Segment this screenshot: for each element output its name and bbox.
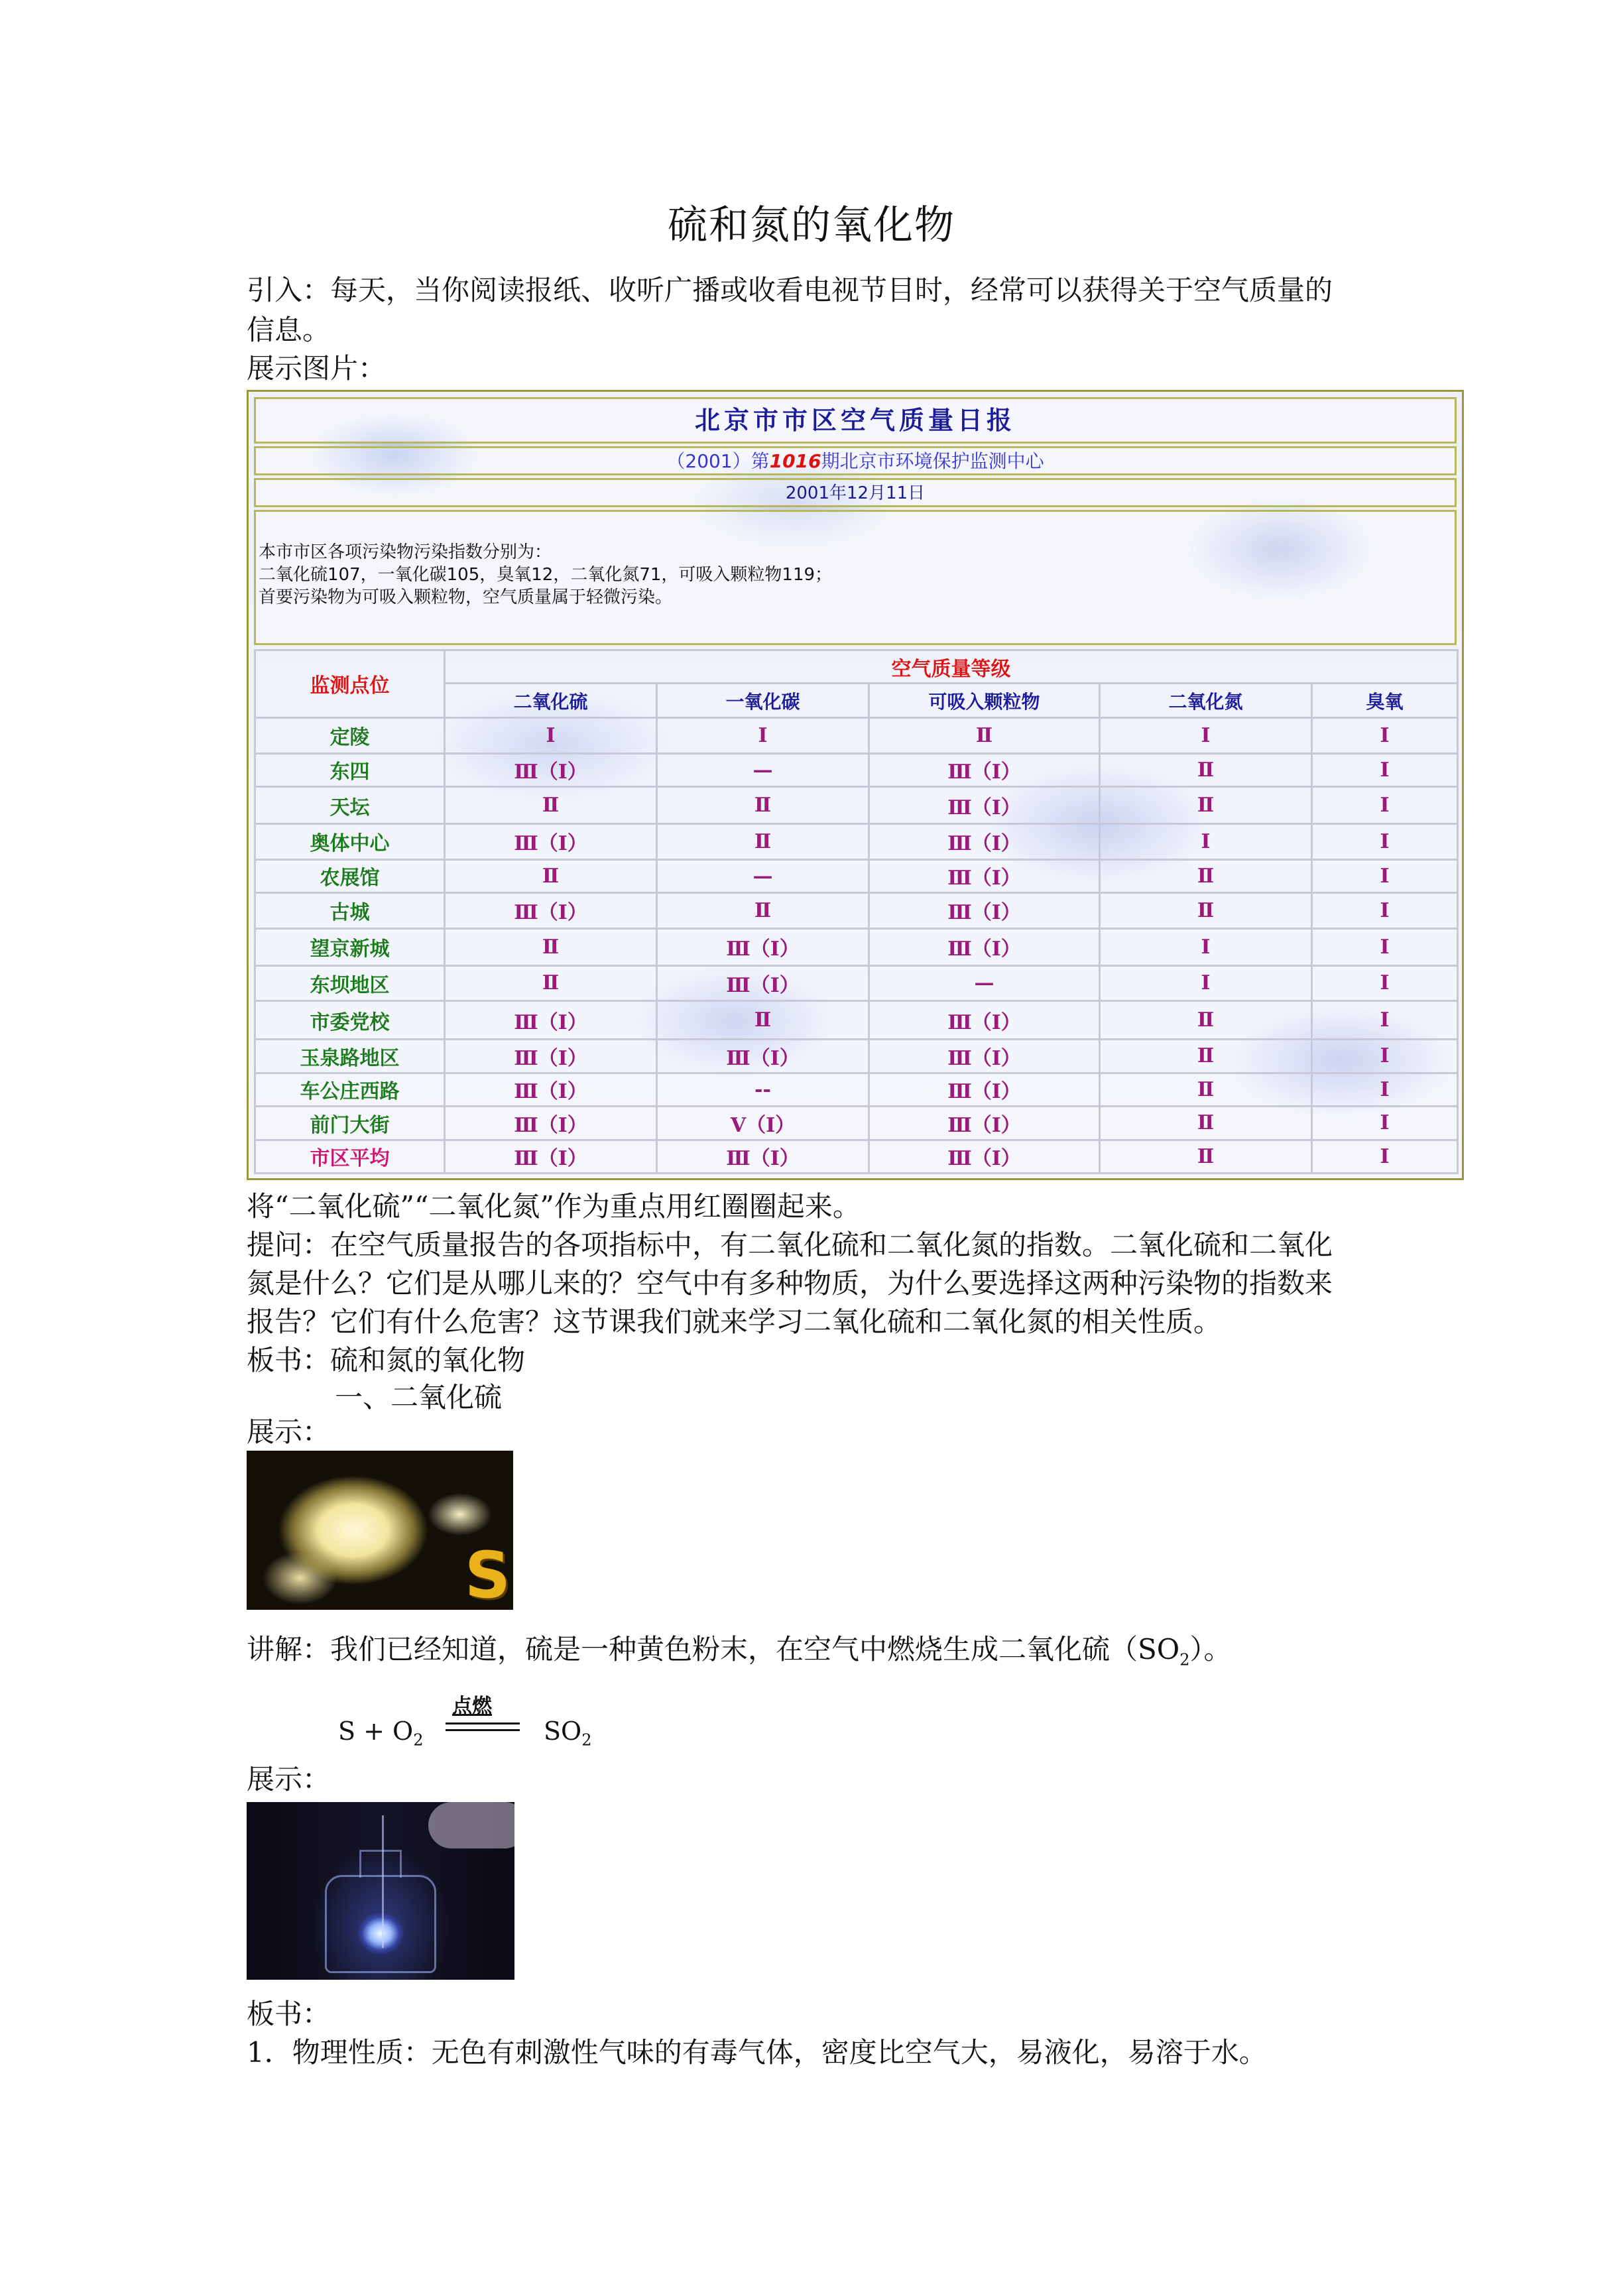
grade-cell: Ⅲ（Ⅰ） <box>869 928 1100 965</box>
grade-cell: Ⅲ（Ⅰ） <box>869 1140 1100 1174</box>
equation-products <box>544 1716 591 1756</box>
report-summary-line: 首要污染物为可吸入颗粒物，空气质量属于轻微污染。 <box>259 587 673 607</box>
grade-cell: Ⅱ <box>1100 753 1312 786</box>
table-row <box>255 823 1458 859</box>
grade-cell: Ⅱ <box>869 717 1100 753</box>
grade-cell: Ⅲ（Ⅰ） <box>445 1107 657 1140</box>
grade-cell: Ⅱ <box>1100 859 1312 892</box>
grade-cell: Ⅱ <box>657 893 869 929</box>
grade-cell: Ⅰ <box>1312 717 1458 753</box>
grade-cell: Ⅰ <box>1100 928 1312 965</box>
page-title: 硫和氮的氧化物 <box>668 202 955 249</box>
site-cell: 前门大街 <box>255 1107 445 1140</box>
intro-line-1: 引入：每天，当你阅读报纸、收听广播或收看电视节目时，经常可以获得关于空气质量的 <box>247 274 1333 306</box>
report-title: 北京市市区空气质量日报 <box>254 397 1457 444</box>
grade-cell: Ⅰ <box>1312 1073 1458 1106</box>
board-heading: 板书：硫和氮的氧化物 <box>247 1344 526 1376</box>
equation-arrow-line <box>446 1722 520 1724</box>
show-image-label: 展示图片： <box>247 352 387 385</box>
sulfur-powder-photo <box>247 1451 513 1610</box>
explain-line <box>247 1631 1232 1678</box>
header-grade: 空气质量等级 <box>445 650 1458 684</box>
grade-cell: Ⅰ <box>1312 1140 1458 1174</box>
report-issue-number: 1016 <box>769 450 821 472</box>
grade-cell: Ⅰ <box>1100 823 1312 859</box>
equation-reactants <box>338 1716 423 1756</box>
question-line-3: 报告？它们有什么危害？这节课我们就来学习二氧化硫和二氧化氮的相关性质。 <box>247 1305 1222 1338</box>
table-row <box>255 965 1458 1001</box>
question-line-1: 提问：在空气质量报告的各项指标中，有二氧化硫和二氧化氮的指数。二氧化硫和二氧化 <box>247 1229 1333 1261</box>
site-cell: 市区平均 <box>255 1140 445 1174</box>
equation-left-sub: 2 <box>413 1730 424 1750</box>
grade-cell: Ⅴ（Ⅰ） <box>657 1107 869 1140</box>
grade-cell: Ⅱ <box>657 823 869 859</box>
grade-cell: Ⅲ（Ⅰ） <box>657 1040 869 1073</box>
grade-cell: Ⅱ <box>657 787 869 824</box>
sulfur-symbol: S <box>464 1538 511 1610</box>
air-quality-report-image <box>247 390 1464 1180</box>
grade-cell: Ⅱ <box>1100 1001 1312 1040</box>
table-row <box>255 928 1458 965</box>
grade-cell: Ⅲ（Ⅰ） <box>657 965 869 1001</box>
show-label-1: 展示： <box>247 1416 331 1448</box>
table-row <box>255 1040 1458 1073</box>
grade-cell: Ⅱ <box>1100 1073 1312 1106</box>
section-heading-so2: 一、二氧化硫 <box>335 1381 503 1414</box>
site-cell: 车公庄西路 <box>255 1073 445 1106</box>
grade-cell: — <box>657 859 869 892</box>
circle-instruction: 将“二氧化硫”“二氧化氮”作为重点用红圈圈起来。 <box>247 1190 861 1223</box>
site-cell: 望京新城 <box>255 928 445 965</box>
column-header: 可吸入颗粒物 <box>869 684 1100 718</box>
table-row <box>255 717 1458 753</box>
grade-cell: Ⅱ <box>445 787 657 824</box>
report-summary-line: 本市市区各项污染物污染指数分别为： <box>259 542 552 562</box>
grade-cell: Ⅲ（Ⅰ） <box>869 753 1100 786</box>
report-summary-line: 二氧化硫107，一氧化碳105，臭氧12，二氧化氮71，可吸入颗粒物119； <box>259 565 833 585</box>
site-cell: 市委党校 <box>255 1001 445 1040</box>
grade-cell: Ⅲ（Ⅰ） <box>445 823 657 859</box>
site-cell: 古城 <box>255 893 445 929</box>
grade-cell: Ⅲ（Ⅰ） <box>869 1107 1100 1140</box>
grade-cell: Ⅱ <box>1100 1140 1312 1174</box>
hand-shape <box>428 1802 514 1848</box>
grade-cell: Ⅰ <box>1312 928 1458 965</box>
grade-cell: Ⅲ（Ⅰ） <box>869 823 1100 859</box>
equation-left: S + O <box>338 1717 414 1746</box>
grade-cell: Ⅲ（Ⅰ） <box>445 893 657 929</box>
grade-cell: Ⅱ <box>445 928 657 965</box>
grade-cell: Ⅰ <box>1312 787 1458 824</box>
site-cell: 农展馆 <box>255 859 445 892</box>
grade-cell: Ⅲ（Ⅰ） <box>445 1001 657 1040</box>
board-label-2: 板书： <box>247 1998 331 2030</box>
grade-cell: Ⅲ（Ⅰ） <box>445 1140 657 1174</box>
grade-cell: Ⅲ（Ⅰ） <box>869 1001 1100 1040</box>
grade-cell: Ⅱ <box>445 965 657 1001</box>
explain-subscript: 2 <box>1179 1650 1190 1669</box>
grade-cell: Ⅱ <box>1100 787 1312 824</box>
table-row <box>255 1073 1458 1106</box>
header-site: 监测点位 <box>255 650 445 718</box>
grade-cell: Ⅰ <box>1312 893 1458 929</box>
grade-cell: Ⅰ <box>1312 823 1458 859</box>
explain-text: 讲解：我们已经知道，硫是一种黄色粉末，在空气中燃烧生成二氧化硫（SO <box>247 1633 1180 1665</box>
grade-cell: Ⅰ <box>1312 965 1458 1001</box>
grade-cell: -- <box>657 1073 869 1106</box>
grade-cell: Ⅰ <box>1312 1107 1458 1140</box>
grade-cell: Ⅱ <box>1100 1107 1312 1140</box>
grade-cell: Ⅰ <box>1312 1001 1458 1040</box>
site-cell: 奥体中心 <box>255 823 445 859</box>
table-row <box>255 1001 1458 1040</box>
explain-text-end: ）。 <box>1189 1633 1232 1665</box>
site-cell: 天坛 <box>255 787 445 824</box>
report-issue <box>254 446 1457 475</box>
grade-cell: Ⅲ（Ⅰ） <box>869 787 1100 824</box>
gas-jar <box>325 1875 436 1973</box>
grade-cell: Ⅰ <box>1100 965 1312 1001</box>
column-header: 臭氧 <box>1312 684 1458 718</box>
column-header: 二氧化硫 <box>445 684 657 718</box>
grade-cell: Ⅱ <box>1100 893 1312 929</box>
grade-cell: Ⅲ（Ⅰ） <box>445 753 657 786</box>
question-line-2: 氮是什么？它们是从哪儿来的？空气中有多种物质，为什么要选择这两种污染物的指数来 <box>247 1267 1333 1299</box>
grade-cell: Ⅰ <box>1312 753 1458 786</box>
show-label-2: 展示： <box>247 1763 331 1795</box>
table-row <box>255 859 1458 892</box>
grade-cell: Ⅲ（Ⅰ） <box>445 1040 657 1073</box>
grade-cell: Ⅰ <box>657 717 869 753</box>
grade-cell: Ⅰ <box>1312 1040 1458 1073</box>
report-issue-prefix: （2001）第 <box>666 450 770 472</box>
grade-cell: Ⅱ <box>445 859 657 892</box>
grade-cell: Ⅲ（Ⅰ） <box>445 1073 657 1106</box>
intro-line-2: 信息。 <box>247 314 331 346</box>
table-row <box>255 893 1458 929</box>
sulfur-burning-jar-photo <box>247 1802 514 1980</box>
grade-cell: Ⅲ（Ⅰ） <box>869 893 1100 929</box>
report-issue-suffix: 期北京市环境保护监测中心 <box>821 450 1044 472</box>
grade-cell: Ⅰ <box>445 717 657 753</box>
physical-property-line: 1．物理性质：无色有刺激性气味的有毒气体，密度比空气大，易液化，易溶于水。 <box>247 2036 1267 2069</box>
equation-right-sub: 2 <box>581 1730 592 1750</box>
table-row <box>255 1107 1458 1140</box>
table-row <box>255 753 1458 786</box>
jar-neck <box>359 1850 402 1878</box>
equation-right: SO <box>544 1717 582 1746</box>
table-row <box>255 1140 1458 1174</box>
site-cell: 东四 <box>255 753 445 786</box>
report-date: 2001年12月11日 <box>254 478 1457 507</box>
report-table-body <box>255 717 1458 1173</box>
report-summary <box>254 510 1457 645</box>
grade-cell: Ⅲ（Ⅰ） <box>869 859 1100 892</box>
grade-cell: Ⅲ（Ⅰ） <box>657 1140 869 1174</box>
grade-cell: Ⅲ（Ⅰ） <box>869 1073 1100 1106</box>
grade-cell: — <box>657 753 869 786</box>
column-header: 二氧化氮 <box>1100 684 1312 718</box>
grade-cell: Ⅰ <box>1312 859 1458 892</box>
grade-cell: — <box>869 965 1100 1001</box>
site-cell: 东坝地区 <box>255 965 445 1001</box>
column-header: 一氧化碳 <box>657 684 869 718</box>
grade-cell: Ⅰ <box>1100 717 1312 753</box>
site-cell: 玉泉路地区 <box>255 1040 445 1073</box>
grade-cell: Ⅲ（Ⅰ） <box>869 1040 1100 1073</box>
equation-arrow-line <box>446 1729 520 1731</box>
grade-cell: Ⅱ <box>657 1001 869 1040</box>
table-row <box>255 787 1458 824</box>
report-table <box>254 649 1459 1174</box>
equation-condition: 点燃 <box>452 1695 492 1718</box>
grade-cell: Ⅲ（Ⅰ） <box>657 928 869 965</box>
grade-cell: Ⅱ <box>1100 1040 1312 1073</box>
site-cell: 定陵 <box>255 717 445 753</box>
